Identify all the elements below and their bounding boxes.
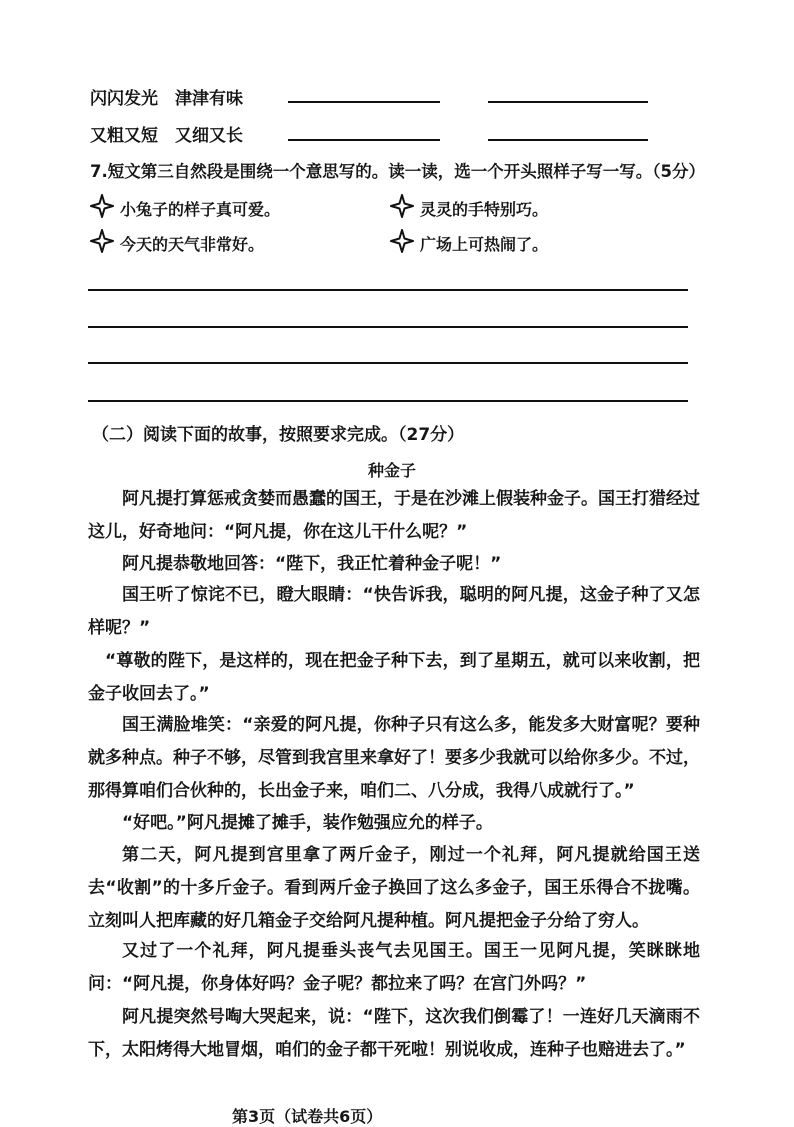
paragraph-8: 又过了一个礼拜，阿凡提垂头丧气去见国王。国王一见阿凡提，笑眯眯地问：“阿凡提，你身体好吗？金子呢？都拉来了吗？在宫门外吗？” <box>88 941 700 994</box>
paragraph-3: 国王听了惊诧不已，瞪大眼睛：“快告诉我，聪明的阿凡提，这金子种了又怎样呢？” <box>88 585 700 638</box>
answer-blank-2a[interactable] <box>288 139 440 141</box>
star-icon <box>90 194 114 218</box>
section-heading: （二）阅读下面的故事，按照要求完成。（27分） <box>92 425 465 445</box>
story-title: 种金子 <box>368 461 417 480</box>
answer-blank-2b[interactable] <box>488 139 648 141</box>
writing-line-4[interactable] <box>88 400 688 402</box>
word-pair-1: 闪闪发光 津津有味 <box>90 89 243 109</box>
paragraph-1: 阿凡提打算惩戒贪婪而愚蠢的国王，于是在沙滩上假装种金子。国王打猎经过这儿，好奇地问：“阿凡提，你在这儿干什么呢？” <box>88 489 700 542</box>
answer-blank-1b[interactable] <box>488 101 648 103</box>
writing-line-2[interactable] <box>88 326 688 328</box>
paragraph-2: 阿凡提恭敬地回答：“陛下，我正忙着种金子呢！” <box>122 554 502 574</box>
paragraph-7: 第二天，阿凡提到宫里拿了两斤金子，刚过一个礼拜，阿凡提就给国王送去“收割”的十多斤金子。看到两斤金子换回了这么多金子，国王乐得合不拢嘴。立刻叫人把库藏的好几箱金子交给阿凡提种植。阿凡提把金子分给了穷人。 <box>88 845 700 931</box>
writing-line-1[interactable] <box>88 289 688 291</box>
star-icon <box>90 229 114 253</box>
word-pair-2: 又粗又短 又细又长 <box>90 126 243 146</box>
paragraph-6: “好吧。”阿凡提摊了摊手，装作勉强应允的样子。 <box>122 813 493 833</box>
page-footer: 第3页（试卷共6页） <box>232 1107 383 1126</box>
option-3: 今天的天气非常好。 <box>120 235 265 254</box>
star-icon <box>390 229 414 253</box>
writing-line-3[interactable] <box>88 362 688 364</box>
option-1: 小兔子的样子真可爱。 <box>120 200 281 219</box>
star-icon <box>390 194 414 218</box>
paragraph-5: 国王满脸堆笑：“亲爱的阿凡提，你种子只有这么多，能发多大财富呢？要种就多种点。种子不够，尽管到我宫里来拿好了！要多少我就可以给你多少。不过，那得算咱们合伙种的，长出金子来，咱们二、八分成，我得八成就行了。” <box>88 715 700 801</box>
paragraph-4: “尊敬的陛下，是这样的，现在把金子种下去，到了星期五，就可以来收割，把金子收回去了。” <box>88 651 700 704</box>
paragraph-9: 阿凡提突然号啕大哭起来，说：“陛下，这次我们倒霉了！一连好几天滴雨不下，太阳烤得大地冒烟，咱们的金子都干死啦！别说收成，连种子也赔进去了。” <box>88 1007 700 1060</box>
option-2: 灵灵的手特别巧。 <box>420 200 549 219</box>
question-7: 7.短文第三自然段是围绕一个意思写的。读一读，选一个开头照样子写一写。（5分） <box>90 162 705 181</box>
answer-blank-1a[interactable] <box>288 101 440 103</box>
option-4: 广场上可热闹了。 <box>420 235 549 254</box>
